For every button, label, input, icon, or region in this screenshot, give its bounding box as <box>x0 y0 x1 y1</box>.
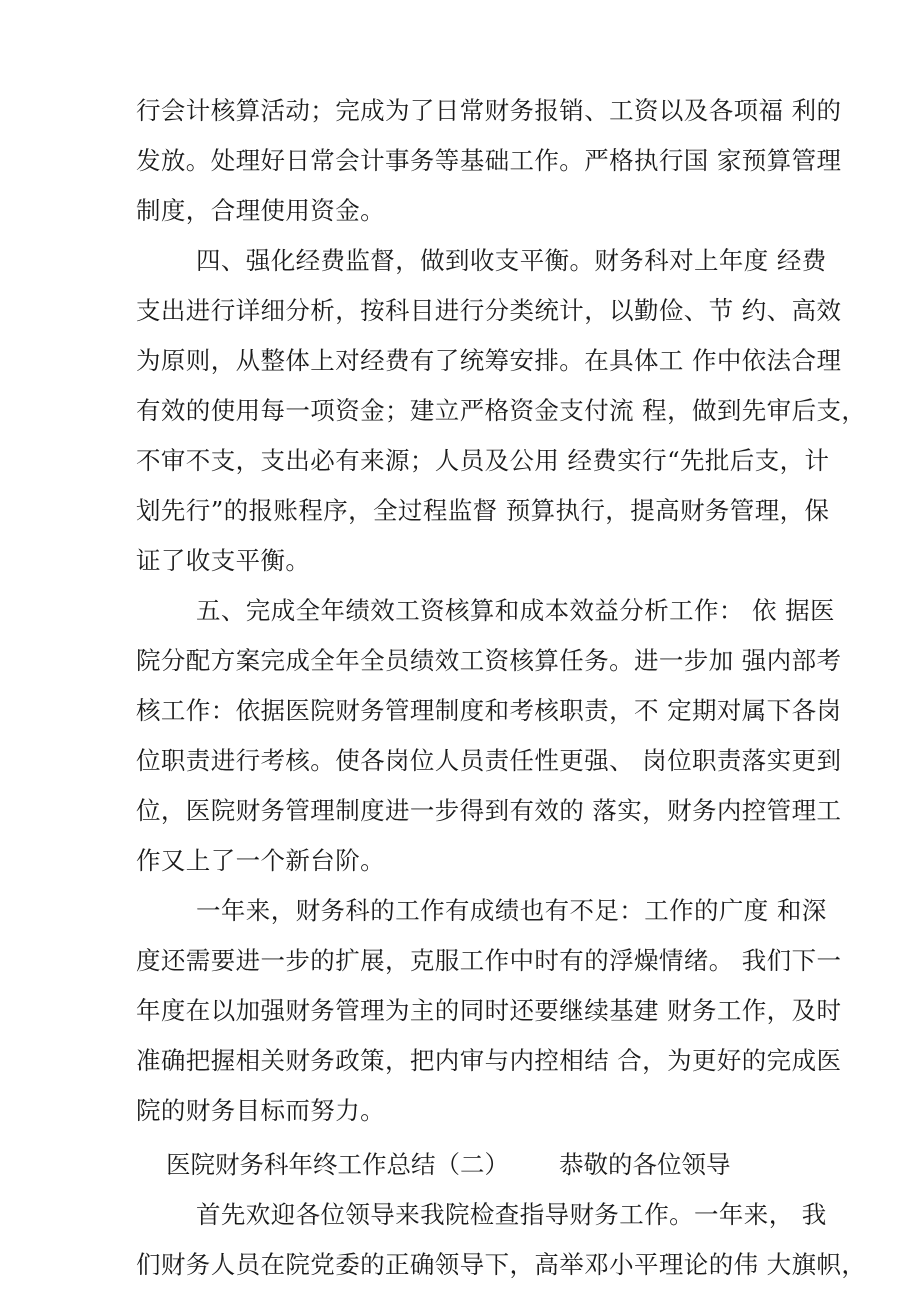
paragraph-line: 院的财务目标而努力。 <box>136 1096 385 1125</box>
paragraph-line: 支出进行详细分析，按科目进行分类统计，以勤俭、节 约、高效 <box>136 296 842 325</box>
salutation: 恭敬的各位领导 <box>559 1150 731 1179</box>
section-title: 医院财务科年终工作总结（二） <box>166 1150 509 1179</box>
paragraph-line: 四、强化经费监督，做到收支平衡。财务科对上年度 经费 <box>196 246 827 275</box>
paragraph-line: 证了收支平衡。 <box>136 546 311 575</box>
paragraph-line: 有效的使用每一项资金；建立严格资金支付流 程，做到先审后支， <box>136 396 867 425</box>
paragraph-line: 为原则，从整体上对经费有了统筹安排。在具体工 作中依法合理 <box>136 346 842 375</box>
paragraph-line: 位职责进行考核。使各岗位人员责任性更强、 岗位职责落实更到 <box>136 746 842 775</box>
paragraph-line: 行会计核算活动；完成为了日常财务报销、工资以及各项福 利的 <box>136 96 842 125</box>
paragraph-line: 准确把握相关财务政策，把内审与内控相结 合，为更好的完成医 <box>136 1046 842 1075</box>
paragraph-line: 一年来，财务科的工作有成绩也有不足：工作的广度 和深 <box>196 896 827 925</box>
paragraph-line: 划先行”的报账程序，全过程监督 预算执行，提高财务管理，保 <box>136 496 830 525</box>
paragraph-line: 不审不支，支出必有来源；人员及公用 经费实行“先批后支，计 <box>136 446 830 475</box>
paragraph-line: 年度在以加强财务管理为主的同时还要继续基建 财务工作，及时 <box>136 996 842 1025</box>
paragraph-line: 五、完成全年绩效工资核算和成本效益分析工作： 依 据医 <box>196 596 835 625</box>
paragraph-line: 首先欢迎各位领导来我院检查指导财务工作。一年来， 我 <box>196 1200 827 1229</box>
paragraph-line: 们财务人员在院党委的正确领导下，高举邓小平理论的伟 大旗帜， <box>136 1250 867 1279</box>
paragraph-line: 度还需要进一步的扩展，克服工作中时有的浮燥情绪。 我们下一 <box>136 946 842 975</box>
paragraph-line: 作又上了一个新台阶。 <box>136 846 385 875</box>
paragraph-line: 院分配方案完成全年全员绩效工资核算任务。进一步加 强内部考 <box>136 646 842 675</box>
paragraph-line: 发放。处理好日常会计事务等基础工作。严格执行国 家预算管理 <box>136 146 842 175</box>
paragraph-line: 制度，合理使用资金。 <box>136 196 385 225</box>
paragraph-line: 位，医院财务管理制度进一步得到有效的 落实，财务内控管理工 <box>136 796 842 825</box>
paragraph-line: 核工作：依据医院财务管理制度和考核职责，不 定期对属下各岗 <box>136 696 842 725</box>
